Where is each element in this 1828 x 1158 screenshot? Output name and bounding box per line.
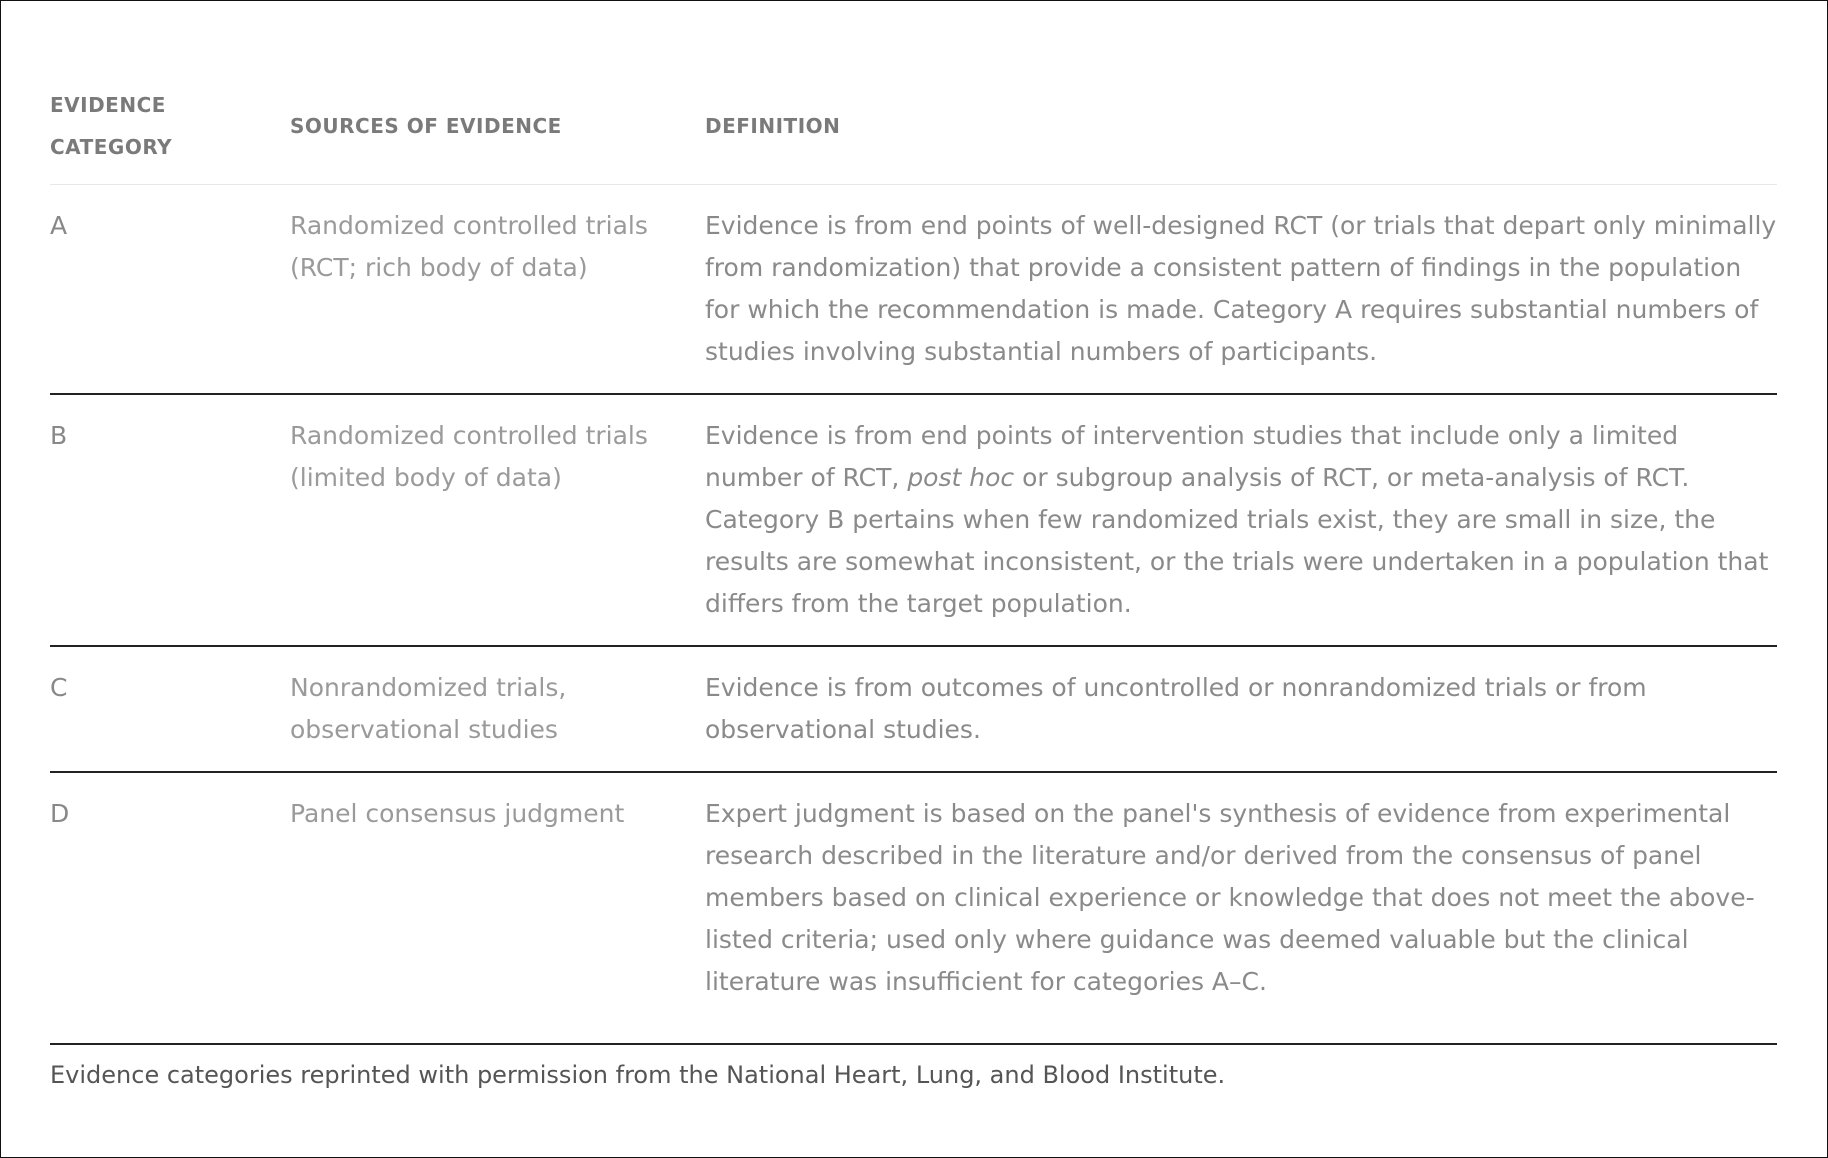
table-row-b <box>50 394 1777 646</box>
category-cell: A <box>50 185 290 395</box>
category-cell: C <box>50 646 290 772</box>
table-row-c <box>50 646 1777 772</box>
evidence-table-container <box>50 70 1777 1045</box>
header-sources-of-evidence: SOURCES OF EVIDENCE <box>290 70 705 185</box>
definition-cell: Evidence is from outcomes of uncontrolled or nonrandomized trials or from observational studies. <box>705 646 1777 772</box>
definition-cell <box>705 394 1777 646</box>
evidence-categories-table <box>50 70 1777 1045</box>
header-definition: DEFINITION <box>705 70 1777 185</box>
sources-cell: Nonrandomized trials, observational studies <box>290 646 705 772</box>
definition-cell: Expert judgment is based on the panel's synthesis of evidence from experimental research described in the literature and/or derived from the consensus of panel members based on clinical experience or knowledge that does not meet the above-listed criteria; used only where guidance was deemed valuable but the clinical literature was insufficient for categories A–C. <box>705 772 1777 1044</box>
sources-cell: Panel consensus judgment <box>290 772 705 1044</box>
sources-cell: Randomized controlled trials (RCT; rich body of data) <box>290 185 705 395</box>
definition-text-start: Evidence is from end points of intervention studies that include only a limited number of RCT, <box>705 421 1679 492</box>
table-row-a <box>50 185 1777 395</box>
table-header-row <box>50 70 1777 185</box>
category-cell: B <box>50 394 290 646</box>
definition-cell: Evidence is from end points of well-designed RCT (or trials that depart only minimally from randomization) that provide a consistent pattern of findings in the population for which the recommendation is made. Category A requires substantial numbers of studies involving substantial numbers of participants. <box>705 185 1777 395</box>
table-footnote: Evidence categories reprinted with permission from the National Heart, Lung, and Blood Institute. <box>50 1061 1226 1089</box>
header-evidence-category: EVIDENCE CATEGORY <box>50 70 290 185</box>
table-row-d <box>50 772 1777 1044</box>
definition-text-end: or subgroup analysis of RCT, or meta-analysis of RCT. Category B pertains when few randomized trials exist, they are small in size, the results are somewhat inconsistent, or the trials were undertaken in a population that differs from the target population. <box>705 463 1769 618</box>
definition-italic-term: post hoc <box>907 463 1015 492</box>
category-cell: D <box>50 772 290 1044</box>
sources-cell: Randomized controlled trials (limited body of data) <box>290 394 705 646</box>
